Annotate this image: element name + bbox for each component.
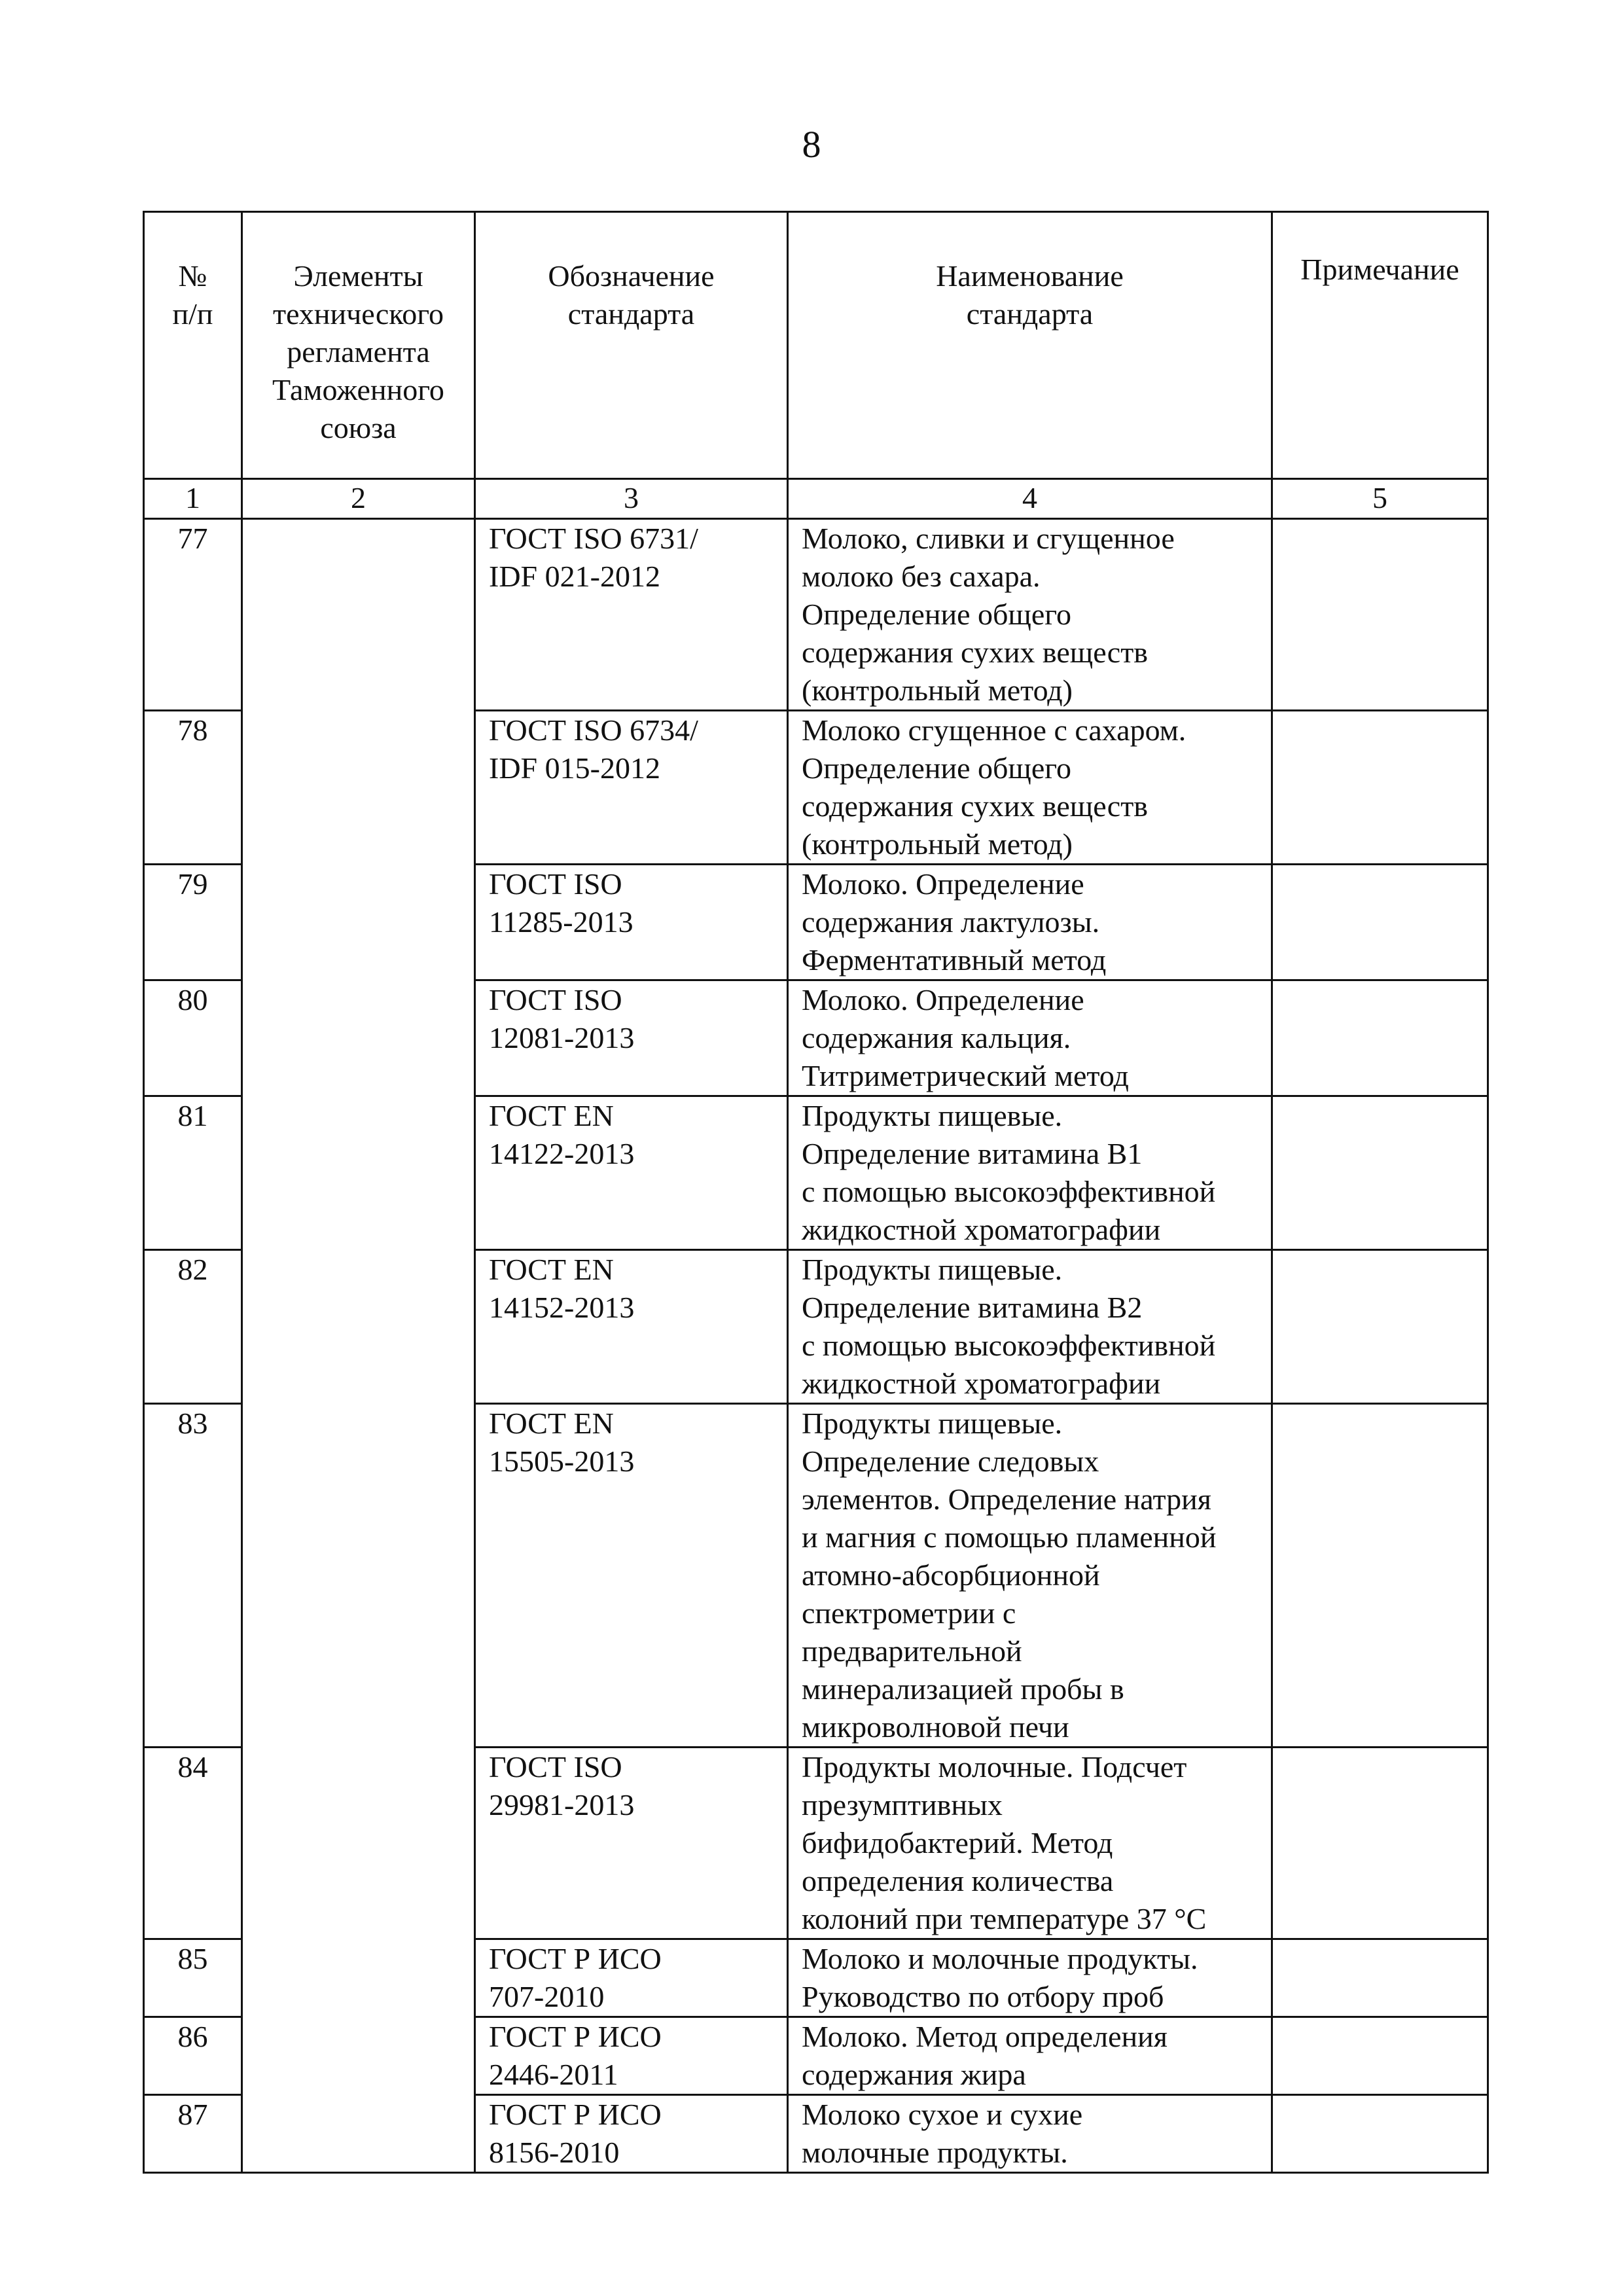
standard-designation: ГОСТ Р ИСО 707-2010 [475, 1939, 788, 2017]
standard-name: Молоко. Определение содержания лактулозы. Ферментативный метод [788, 865, 1272, 980]
elements-cell [242, 519, 475, 2173]
row-number: 77 [144, 519, 242, 711]
standard-name: Продукты молочные. Подсчет презумптивных бифидобактерий. Метод определения количества колоний при температуре 37 °С [788, 1748, 1272, 1939]
standard-designation: ГОСТ ISO 12081-2013 [475, 980, 788, 1096]
standard-designation: ГОСТ EN 15505-2013 [475, 1404, 788, 1748]
note-cell [1272, 1404, 1488, 1748]
standard-name: Молоко и молочные продукты. Руководство по отбору проб [788, 1939, 1272, 2017]
standard-designation: ГОСТ ISO 6734/ IDF 015-2012 [475, 711, 788, 865]
standard-name: Молоко. Определение содержания кальция. Титриметрический метод [788, 980, 1272, 1096]
header-designation: Обозначение стандарта [475, 212, 788, 479]
column-number: 4 [788, 479, 1272, 519]
column-number: 3 [475, 479, 788, 519]
note-cell [1272, 980, 1488, 1096]
standard-name: Молоко. Метод определения содержания жира [788, 2017, 1272, 2095]
standard-designation: ГОСТ Р ИСО 2446-2011 [475, 2017, 788, 2095]
note-cell [1272, 711, 1488, 865]
row-number: 86 [144, 2017, 242, 2095]
standard-name: Молоко сухое и сухие молочные продукты. [788, 2095, 1272, 2173]
row-number: 83 [144, 1404, 242, 1748]
column-number: 2 [242, 479, 475, 519]
column-number: 5 [1272, 479, 1488, 519]
note-cell [1272, 1939, 1488, 2017]
standard-name: Молоко, сливки и сгущенное молоко без сахара. Определение общего содержания сухих веществ (контрольный метод) [788, 519, 1272, 711]
note-cell [1272, 2017, 1488, 2095]
standard-designation: ГОСТ ISO 6731/ IDF 021-2012 [475, 519, 788, 711]
note-cell [1272, 1250, 1488, 1404]
standard-name: Продукты пищевые. Определение следовых элементов. Определение натрия и магния с помощью пламенной атомно-абсорбционной спектрометрии с предварительной минерализацией пробы в микроволновой печи [788, 1404, 1272, 1748]
row-number: 80 [144, 980, 242, 1096]
column-number: 1 [144, 479, 242, 519]
standard-designation: ГОСТ Р ИСО 8156-2010 [475, 2095, 788, 2173]
standards-table [143, 211, 1489, 2174]
standard-designation: ГОСТ ISO 11285-2013 [475, 865, 788, 980]
row-number: 84 [144, 1748, 242, 1939]
column-numbers-row [144, 479, 1488, 519]
standard-name: Продукты пищевые. Определение витамина B2 с помощью высокоэффективной жидкостной хроматографии [788, 1250, 1272, 1404]
header-number: № п/п [144, 212, 242, 479]
header-note: Примечание [1272, 212, 1488, 479]
standard-designation: ГОСТ EN 14152-2013 [475, 1250, 788, 1404]
standard-name: Молоко сгущенное с сахаром. Определение общего содержания сухих веществ (контрольный метод) [788, 711, 1272, 865]
note-cell [1272, 1748, 1488, 1939]
header-row [144, 212, 1488, 479]
row-number: 81 [144, 1096, 242, 1250]
standard-designation: ГОСТ ISO 29981-2013 [475, 1748, 788, 1939]
row-number: 82 [144, 1250, 242, 1404]
page-number: 8 [802, 123, 821, 166]
row-number: 79 [144, 865, 242, 980]
note-cell [1272, 519, 1488, 711]
standard-name: Продукты пищевые. Определение витамина B1 с помощью высокоэффективной жидкостной хроматографии [788, 1096, 1272, 1250]
table-row [144, 519, 1488, 711]
note-cell [1272, 2095, 1488, 2173]
row-number: 87 [144, 2095, 242, 2173]
header-name: Наименование стандарта [788, 212, 1272, 479]
note-cell [1272, 1096, 1488, 1250]
row-number: 78 [144, 711, 242, 865]
header-elements: Элементы технического регламента Таможенного союза [242, 212, 475, 479]
standard-designation: ГОСТ EN 14122-2013 [475, 1096, 788, 1250]
row-number: 85 [144, 1939, 242, 2017]
note-cell [1272, 865, 1488, 980]
